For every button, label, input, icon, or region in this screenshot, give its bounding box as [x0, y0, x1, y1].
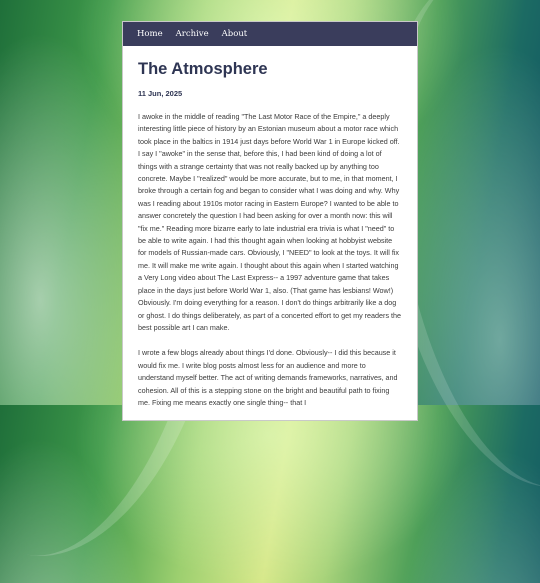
blog-page	[122, 21, 418, 421]
post-paragraph-1: I awoke in the middle of reading "The Last Motor Race of the Empire," a deeply interesting little piece of history by an Estonian museum about a motor race which took place in the baltics in 1914 just days before World War 1 in Europe kicked off. I say I "awoke" in the sense that, before this, I had been kind of doing a lot of things with a strange certainty that was not really backed up by anything too concrete. Maybe I "realized" would be more accurate, but to me, in that moment, I broke through a certain fog and began to consider what I was doing and why. Why was I reading about 1910s motor racing in Eastern Europe? I wanted to be able to answer concretely the question I had been asking for over a month now: this will "fix me." Reading more bizarre early to late industrial era trivia is what I "need" to be able to write again. I had this thought again when looking at hobbyist website for models of Russian-made cars. Obviously, I "NEED" to look at the toys. It will fix me. It will make me write again. I thought about this again when I started watching a Very Long video about The Last Express-- a 1997 adventure game that takes place in the days just before World War 1, also. (That game has lesbians! Wow!) Obviously. I'm doing everything for a reason. I don't do things arbitrarily like a dog or ghost. I do things deliberately, as part of a concerted effort to get my readers the best possible art I can make.	[138, 112, 402, 332]
post-paragraph-2: I wrote a few blogs already about things I'd done. Obviously-- I did this because it would fix me. I write blog posts almost less for an audience and more to understand myself better. The act of writing demands frameworks, narratives, and cohesion. All of this is a stepping stone on the bright and beautiful path to fixing me. Fixing me means exactly one single thing-- that I	[138, 348, 398, 407]
navbar	[123, 22, 417, 46]
post-date: 11 Jun, 2025	[138, 89, 183, 98]
nav-link-home[interactable]: Home	[137, 29, 163, 39]
post-title: The Atmosphere	[138, 60, 268, 78]
post-content	[123, 60, 417, 409]
nav-link-about[interactable]: About	[221, 29, 248, 39]
nav-link-archive[interactable]: Archive	[175, 29, 209, 39]
